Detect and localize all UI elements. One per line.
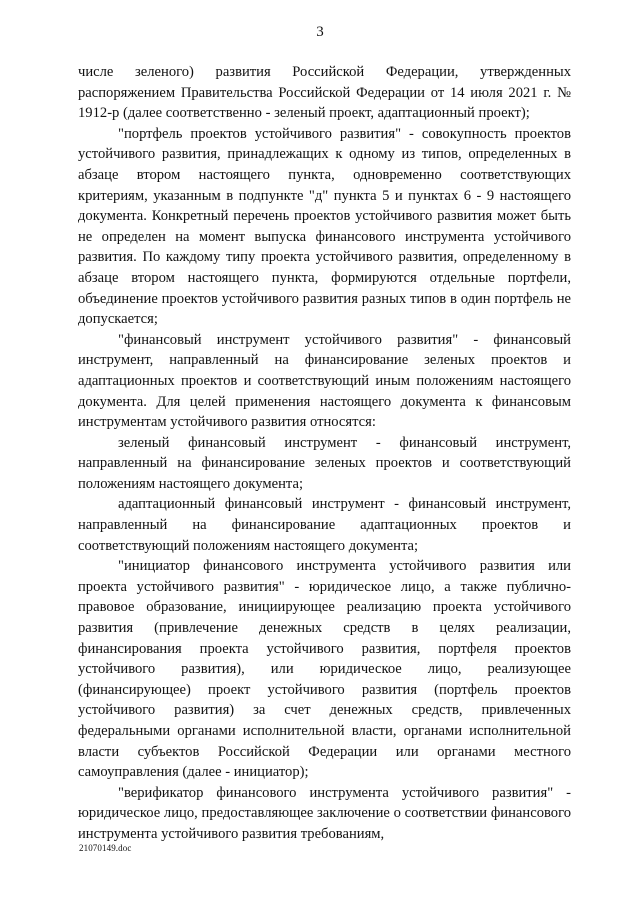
document-body xyxy=(78,62,571,845)
paragraph-adaptation-instrument: адаптационный финансовый инструмент - финансовый инструмент, направленный на финансирование адаптационных проектов и соответствующий положениям настоящего документа; xyxy=(78,496,571,554)
paragraph-portfolio-definition: "портфель проектов устойчивого развития" - совокупность проектов устойчивого развития, принадлежащих к одному из типов, определенных в абзаце втором настоящего пункта, одновременно соответствующих критериям, указанным в подпункте "д" пункта 5 и пунктах 6 - 9 настоящего документа. Конкретный перечень проектов устойчивого развития может быть не определен на момент выпуска финансового инструмента устойчивого развития. По каждому типу проекта устойчивого развития, определенному в абзаце втором настоящего пункта, формируются отдельные портфели, объединение проектов устойчивого развития разных типов в один портфель не допускается; xyxy=(78,125,571,328)
paragraph-continuation: числе зеленого) развития Российской Федерации, утвержденных распоряжением Правительства Российской Федерации от 14 июля 2021 г. № 1912-р (далее соответственно - зеленый проект, адаптационный проект); xyxy=(78,64,571,122)
page-number: 3 xyxy=(316,24,324,40)
footer-filename: 21070149.doc xyxy=(79,843,132,853)
paragraph-financial-instrument-definition: "финансовый инструмент устойчивого развития" - финансовый инструмент, направленный на финансирование зеленых проектов и адаптационных проектов и соответствующий иным положениям настоящего документа. Для целей применения настоящего документа к финансовым инструментам устойчивого развития относятся: xyxy=(78,331,571,431)
paragraph-green-instrument: зеленый финансовый инструмент - финансовый инструмент, направленный на финансирование зеленых проектов и соответствующий положениям настоящего документа; xyxy=(78,434,571,492)
paragraph-verifier-definition: "верификатор финансового инструмента устойчивого развития" - юридическое лицо, предоставляющее заключение о соответствии финансового инструмента устойчивого развития требованиям, xyxy=(78,784,571,842)
paragraph-initiator-definition: "инициатор финансового инструмента устойчивого развития или проекта устойчивого развития" - юридическое лицо, а также публично-правовое образование, инициирующее реализацию проекта устойчивого развития (привлечение денежных средств в целях реализации, финансирования проекта устойчивого развития, портфеля проектов устойчивого развития), или юридическое лицо, реализующее (финансирующее) проект устойчивого развития (портфель проектов устойчивого развития) за счет денежных средств, привлеченных федеральными органами исполнительной власти, органами исполнительной власти субъектов Российской Федерации или органами местного самоуправления (далее - инициатор); xyxy=(78,558,571,781)
